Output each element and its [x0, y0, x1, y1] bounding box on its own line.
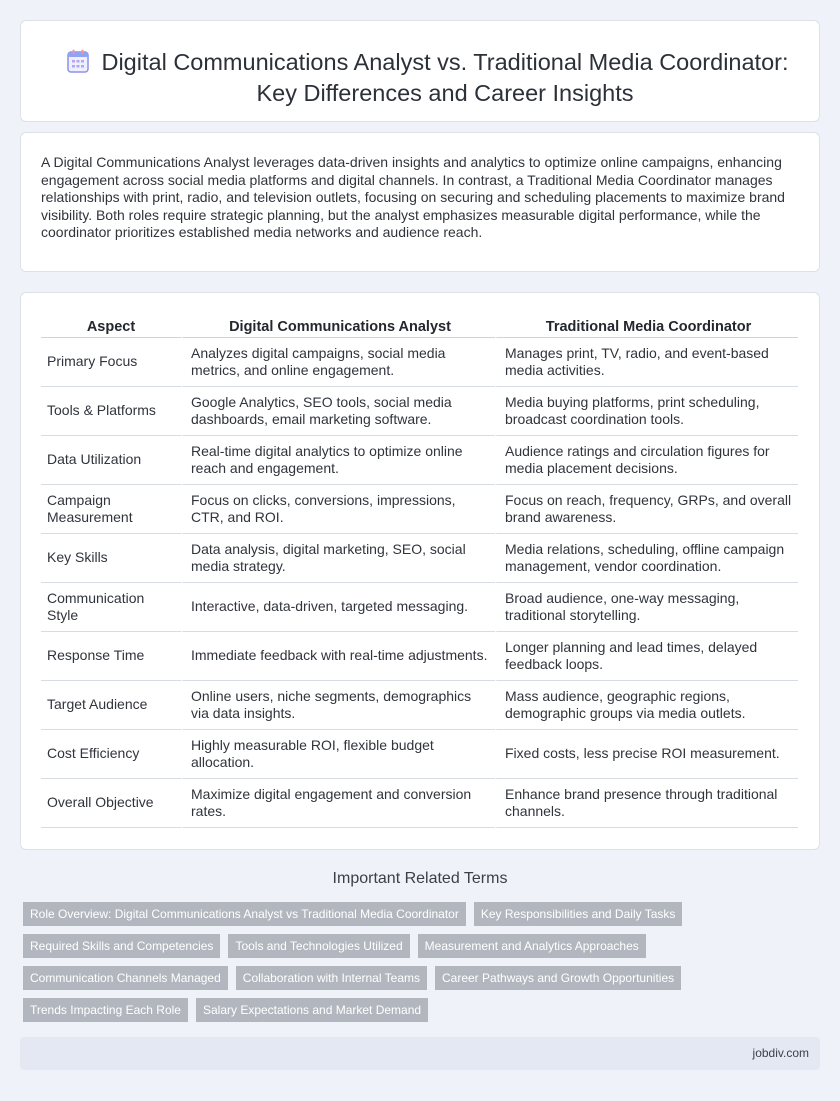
traditional-cell: Fixed costs, less precise ROI measurement. — [495, 730, 798, 779]
related-term-tag[interactable]: Collaboration with Internal Teams — [236, 966, 427, 990]
digital-cell: Data analysis, digital marketing, SEO, social media strategy. — [181, 534, 495, 583]
related-terms-list — [23, 902, 703, 1030]
table-row — [41, 779, 798, 828]
table-row — [41, 436, 798, 485]
comparison-table — [41, 316, 798, 828]
digital-cell: Real-time digital analytics to optimize online reach and engagement. — [181, 436, 495, 485]
aspect-cell: Tools & Platforms — [41, 387, 181, 436]
aspect-cell: Response Time — [41, 632, 181, 681]
aspect-cell: Communication Style — [41, 583, 181, 632]
traditional-cell: Longer planning and lead times, delayed feedback loops. — [495, 632, 798, 681]
aspect-cell: Campaign Measurement — [41, 485, 181, 534]
header-media-coordinator: Traditional Media Coordinator — [495, 316, 798, 338]
table-row — [41, 485, 798, 534]
aspect-cell: Primary Focus — [41, 338, 181, 387]
digital-cell: Maximize digital engagement and conversion rates. — [181, 779, 495, 828]
traditional-cell: Media buying platforms, print scheduling, broadcast coordination tools. — [495, 387, 798, 436]
digital-cell: Highly measurable ROI, flexible budget allocation. — [181, 730, 495, 779]
digital-cell: Interactive, data-driven, targeted messaging. — [181, 583, 495, 632]
aspect-cell: Data Utilization — [41, 436, 181, 485]
traditional-cell: Audience ratings and circulation figures for media placement decisions. — [495, 436, 798, 485]
related-term-tag[interactable]: Tools and Technologies Utilized — [228, 934, 409, 958]
traditional-cell: Mass audience, geographic regions, demographic groups via media outlets. — [495, 681, 798, 730]
related-term-tag[interactable]: Communication Channels Managed — [23, 966, 228, 990]
table-header-row — [41, 316, 798, 338]
table-row — [41, 681, 798, 730]
footer — [20, 1037, 820, 1070]
table-row — [41, 632, 798, 681]
table-row — [41, 338, 798, 387]
intro-paragraph: A Digital Communications Analyst leverages data-driven insights and analytics to optimize online campaigns, enhancing engagement across social media platforms and digital channels. In contrast, a Traditional Media Coordinator manages relationships with print, radio, and television outlets, focusing on securing and scheduling placements to maximize brand visibility. Both roles require strategic planning, but the analyst emphasizes measurable digital performance, while the coordinator prioritizes established media networks and audience reach. — [41, 154, 785, 241]
comparison-card — [20, 292, 820, 850]
header-digital-analyst: Digital Communications Analyst — [181, 316, 495, 338]
related-term-tag[interactable]: Trends Impacting Each Role — [23, 998, 188, 1022]
traditional-cell: Broad audience, one-way messaging, traditional storytelling. — [495, 583, 798, 632]
table-row — [41, 730, 798, 779]
aspect-cell: Cost Efficiency — [41, 730, 181, 779]
related-term-tag[interactable]: Salary Expectations and Market Demand — [196, 998, 428, 1022]
traditional-cell: Focus on reach, frequency, GRPs, and overall brand awareness. — [495, 485, 798, 534]
digital-cell: Analyzes digital campaigns, social media metrics, and online engagement. — [181, 338, 495, 387]
table-row — [41, 534, 798, 583]
aspect-cell: Target Audience — [41, 681, 181, 730]
page-title: Digital Communications Analyst vs. Traditional Media Coordinator: Key Differences and Career Insights — [101, 49, 789, 106]
related-term-tag[interactable]: Required Skills and Competencies — [23, 934, 220, 958]
footer-site-link[interactable]: jobdiv.com — [752, 1046, 809, 1060]
intro-card — [20, 132, 820, 272]
digital-cell: Online users, niche segments, demographics via data insights. — [181, 681, 495, 730]
digital-cell: Focus on clicks, conversions, impressions, CTR, and ROI. — [181, 485, 495, 534]
table-row — [41, 583, 798, 632]
title-card — [20, 20, 820, 122]
traditional-cell: Media relations, scheduling, offline campaign management, vendor coordination. — [495, 534, 798, 583]
digital-cell: Immediate feedback with real-time adjustments. — [181, 632, 495, 681]
related-terms-heading: Important Related Terms — [332, 870, 508, 887]
related-term-tag[interactable]: Measurement and Analytics Approaches — [418, 934, 646, 958]
table-row — [41, 387, 798, 436]
related-term-tag[interactable]: Key Responsibilities and Daily Tasks — [474, 902, 683, 926]
aspect-cell: Overall Objective — [41, 779, 181, 828]
aspect-cell: Key Skills — [41, 534, 181, 583]
related-term-tag[interactable]: Role Overview: Digital Communications Analyst vs Traditional Media Coordinator — [23, 902, 466, 926]
digital-cell: Google Analytics, SEO tools, social media dashboards, email marketing software. — [181, 387, 495, 436]
traditional-cell: Manages print, TV, radio, and event-based media activities. — [495, 338, 798, 387]
related-term-tag[interactable]: Career Pathways and Growth Opportunities — [435, 966, 681, 990]
traditional-cell: Enhance brand presence through traditional channels. — [495, 779, 798, 828]
header-aspect: Aspect — [41, 316, 181, 338]
